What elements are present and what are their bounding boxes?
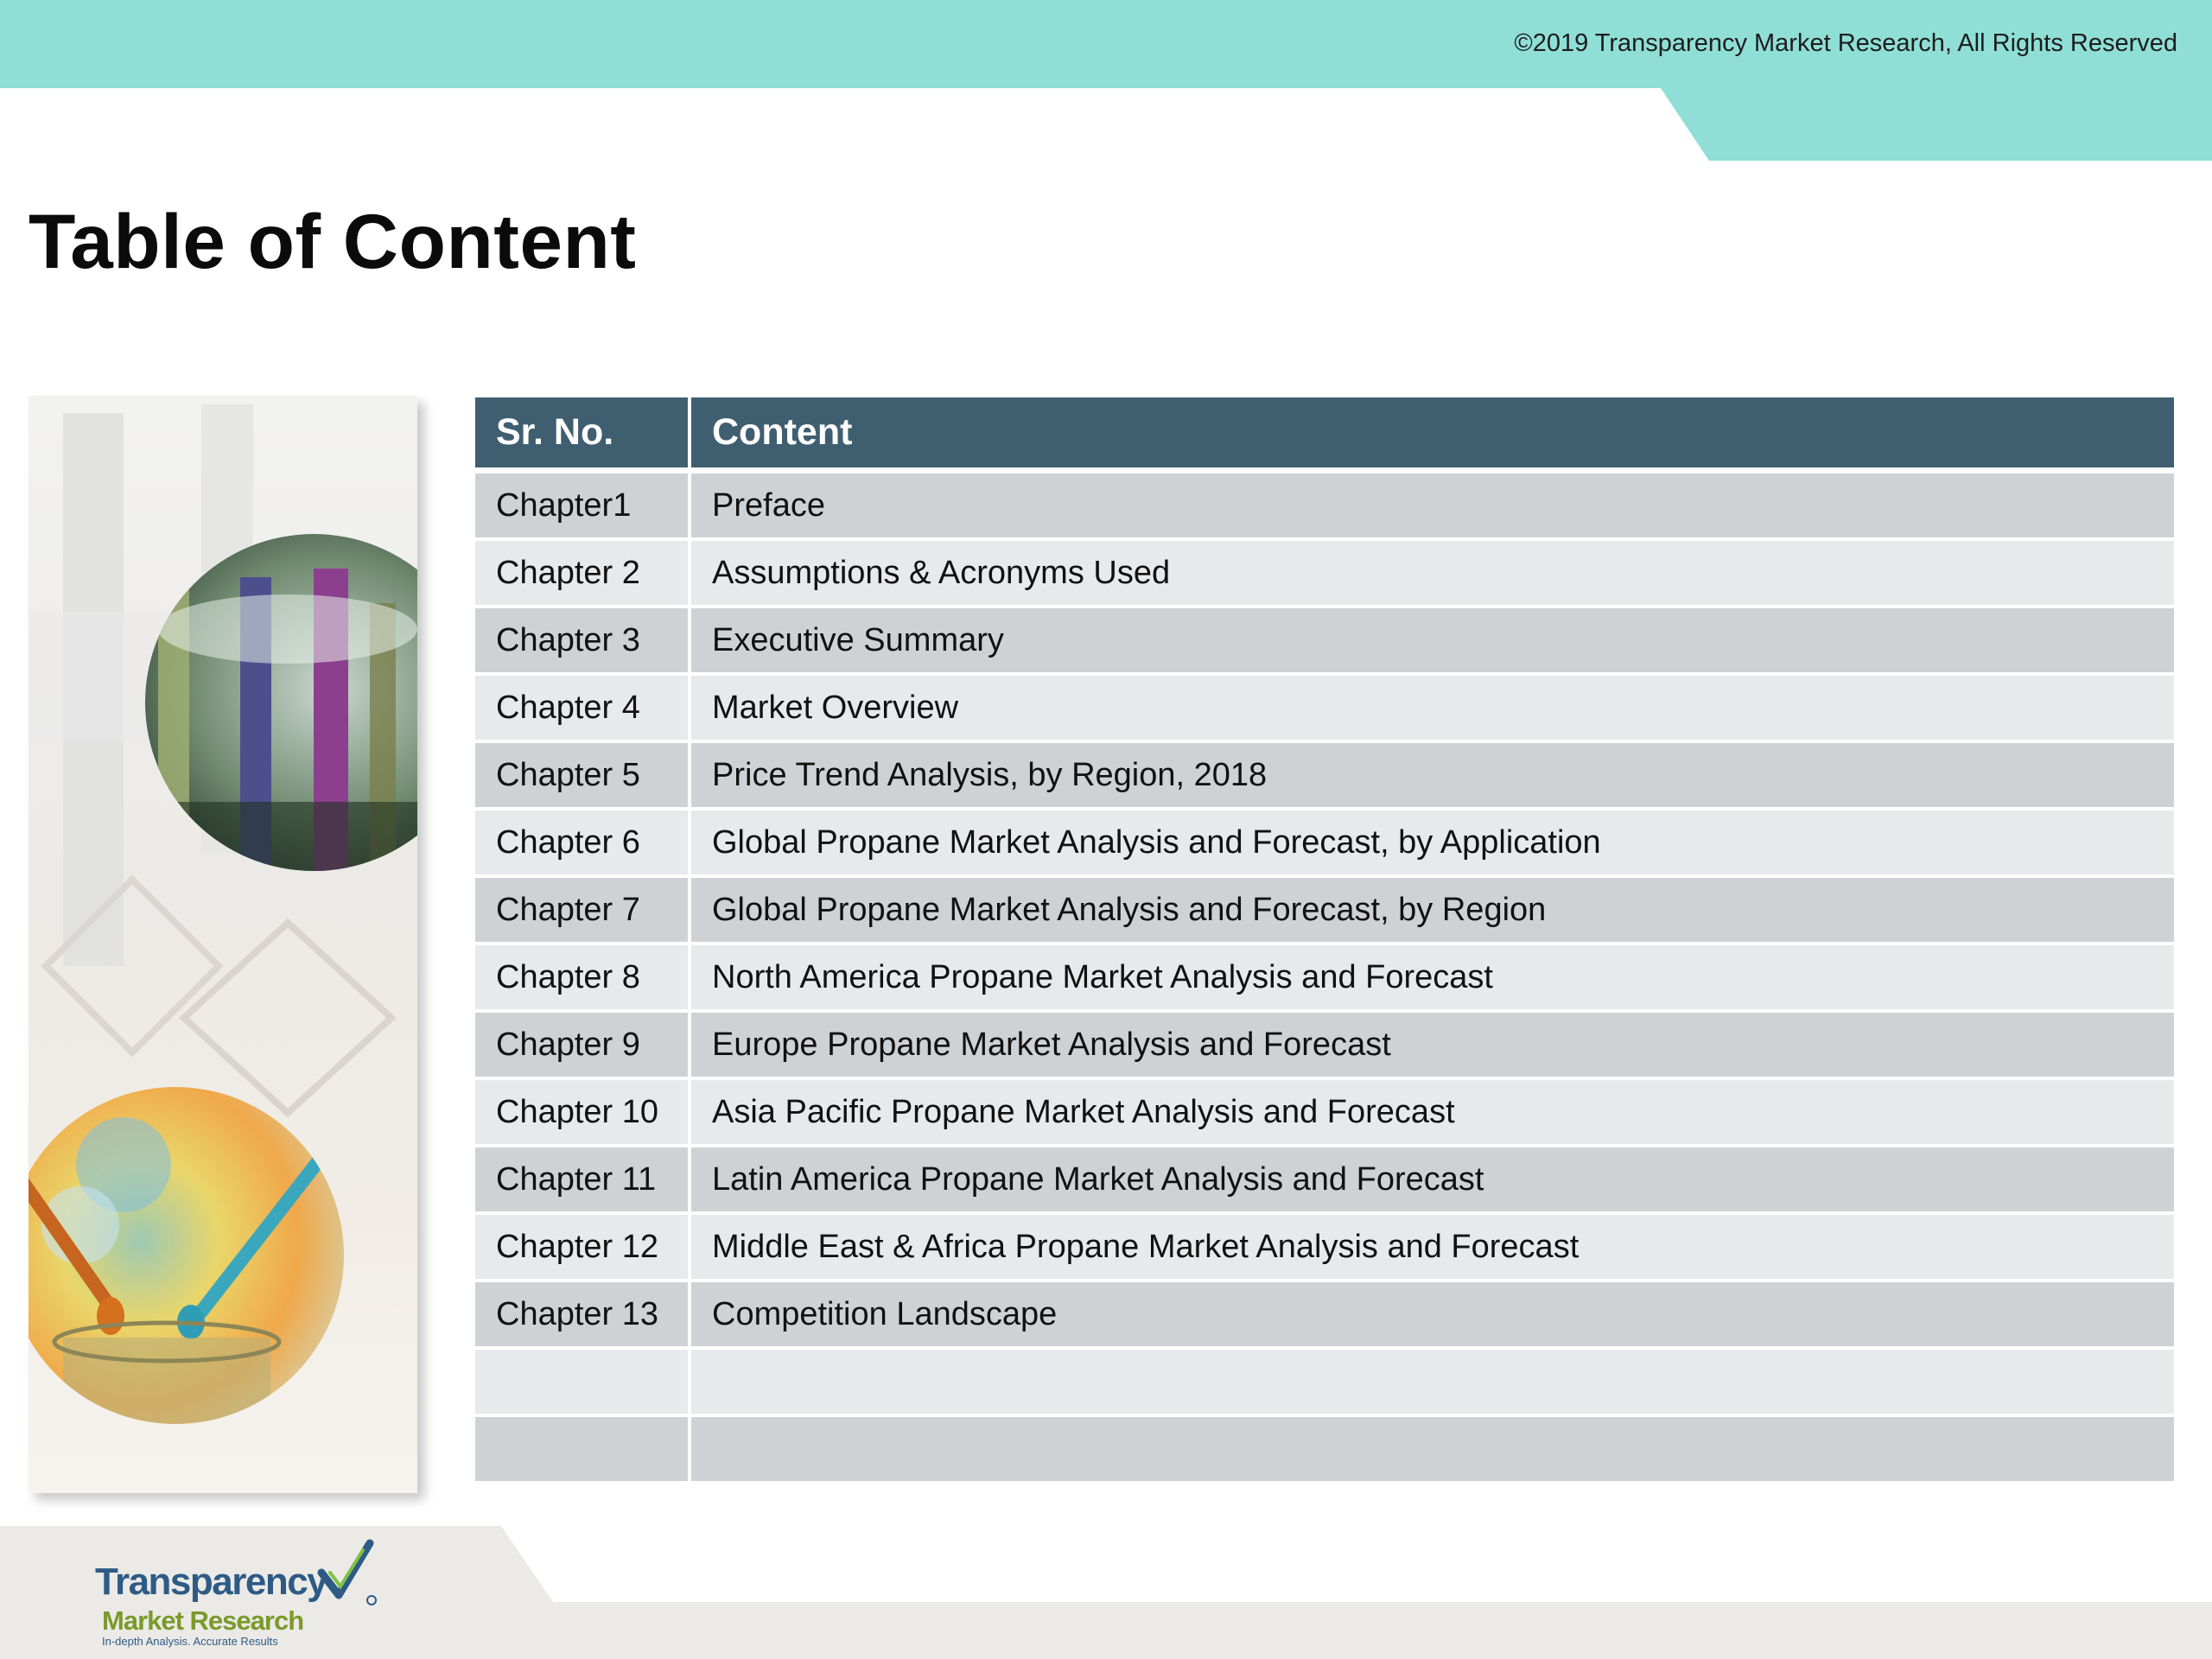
table-row-empty xyxy=(475,1350,2174,1417)
table-row xyxy=(475,676,2174,743)
table-row xyxy=(475,1147,2174,1215)
lab-image-panel xyxy=(29,396,417,1493)
table-row xyxy=(475,1080,2174,1147)
checkmark-icon xyxy=(316,1538,378,1607)
chapter-title: Latin America Propane Market Analysis and Forecast xyxy=(691,1147,2174,1215)
chapter-title: Asia Pacific Propane Market Analysis and Forecast xyxy=(691,1080,2174,1147)
toc-header-row xyxy=(475,397,2174,474)
chapter-number: Chapter 7 xyxy=(475,878,691,945)
chapter-title: Middle East & Africa Propane Market Analysis and Forecast xyxy=(691,1215,2174,1282)
chapter-number: Chapter1 xyxy=(475,474,691,541)
table-row xyxy=(475,541,2174,608)
chapter-title: Global Propane Market Analysis and Forecast, by Region xyxy=(691,878,2174,945)
chapter-title xyxy=(691,1350,2174,1417)
table-row xyxy=(475,945,2174,1013)
chapter-title: Preface xyxy=(691,474,2174,541)
chapter-number: Chapter 5 xyxy=(475,743,691,810)
table-row xyxy=(475,608,2174,676)
chapter-title: North America Propane Market Analysis and Forecast xyxy=(691,945,2174,1013)
toc-table xyxy=(475,397,2174,1484)
chapter-number xyxy=(475,1350,691,1417)
chapter-title: Executive Summary xyxy=(691,608,2174,676)
chapter-number: Chapter 2 xyxy=(475,541,691,608)
lab-illustration xyxy=(29,396,417,1493)
chapter-title: Assumptions & Acronyms Used xyxy=(691,541,2174,608)
table-row xyxy=(475,1215,2174,1282)
table-row xyxy=(475,1282,2174,1350)
company-logo xyxy=(95,1538,380,1650)
table-row xyxy=(475,1013,2174,1080)
chapter-title: Competition Landscape xyxy=(691,1282,2174,1350)
chapter-number xyxy=(475,1417,691,1484)
chapter-number: Chapter 13 xyxy=(475,1282,691,1350)
chapter-number: Chapter 6 xyxy=(475,810,691,878)
table-row xyxy=(475,743,2174,810)
chapter-title: Europe Propane Market Analysis and Forecast xyxy=(691,1013,2174,1080)
logo-tagline: In-depth Analysis. Accurate Results xyxy=(102,1635,278,1648)
chapter-title: Price Trend Analysis, by Region, 2018 xyxy=(691,743,2174,810)
chapter-title xyxy=(691,1417,2174,1484)
chapter-title: Market Overview xyxy=(691,676,2174,743)
chapter-number: Chapter 4 xyxy=(475,676,691,743)
chapter-number: Chapter 12 xyxy=(475,1215,691,1282)
top-banner xyxy=(0,0,2212,161)
chapter-number: Chapter 10 xyxy=(475,1080,691,1147)
page-title: Table of Content xyxy=(29,198,637,284)
chapter-number: Chapter 9 xyxy=(475,1013,691,1080)
chapter-number: Chapter 11 xyxy=(475,1147,691,1215)
table-row xyxy=(475,810,2174,878)
table-row xyxy=(475,474,2174,541)
header-content: Content xyxy=(691,397,2174,474)
chapter-number: Chapter 3 xyxy=(475,608,691,676)
logo-wordmark: Transparency xyxy=(95,1560,327,1603)
logo-subtitle: Market Research xyxy=(102,1605,304,1636)
chapter-title: Global Propane Market Analysis and Forecast, by Application xyxy=(691,810,2174,878)
table-row xyxy=(475,878,2174,945)
table-row-empty xyxy=(475,1417,2174,1484)
header-sr-no: Sr. No. xyxy=(475,397,691,474)
chapter-number: Chapter 8 xyxy=(475,945,691,1013)
copyright-notice: ©2019 Transparency Market Research, All Rights Reserved xyxy=(1514,29,2177,57)
